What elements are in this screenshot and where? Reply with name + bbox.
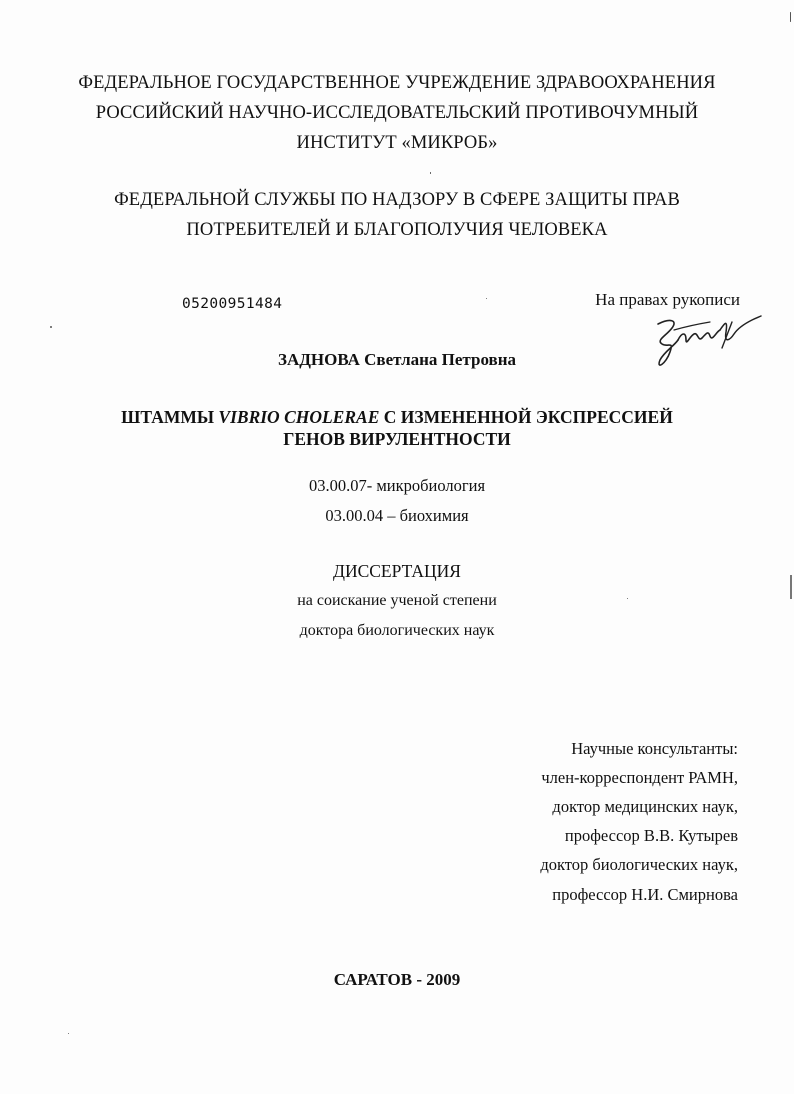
degree-line-2: доктора биологических наук bbox=[299, 622, 495, 639]
scan-speck bbox=[68, 1033, 69, 1034]
specialty-microbiology: 03.00.07- микробиология bbox=[308, 476, 486, 495]
scan-speck bbox=[50, 326, 52, 328]
degree-line-1: на соискание ученой степени bbox=[297, 592, 497, 609]
scan-speck bbox=[430, 172, 431, 174]
consultant-line-4: доктор биологических наук, bbox=[540, 855, 738, 874]
institution-line-2: РОССИЙСКИЙ НАУЧНО-ИССЛЕДОВАТЕЛЬСКИЙ ПРОТИВОЧУМНЫЙ bbox=[95, 103, 699, 123]
author-name: ЗАДНОВА Светлана Петровна bbox=[277, 350, 517, 369]
city-year: САРАТОВ - 2009 bbox=[333, 970, 461, 989]
scan-speck bbox=[486, 298, 487, 299]
thesis-title-line-2: ГЕНОВ ВИРУЛЕНТНОСТИ bbox=[283, 429, 511, 449]
agency-line-2: ПОТРЕБИТЕЛЕЙ И БЛАГОПОЛУЧИЯ ЧЕЛОВЕКА bbox=[186, 220, 608, 240]
scan-speck bbox=[627, 598, 628, 599]
consultant-line-5: профессор Н.И. Смирнова bbox=[552, 885, 738, 904]
scan-speck bbox=[790, 12, 791, 22]
consultant-line-1: член-корреспондент РАМН, bbox=[541, 768, 738, 787]
scan-edge-mark bbox=[790, 575, 792, 599]
consultants-heading: Научные консультанты: bbox=[571, 739, 738, 758]
institution-line-1: ФЕДЕРАЛЬНОЕ ГОСУДАРСТВЕННОЕ УЧРЕЖДЕНИЕ ЗДРАВООХРАНЕНИЯ bbox=[78, 73, 716, 93]
thesis-title-line-1 bbox=[0, 407, 794, 428]
thesis-title-suffix: С ИЗМЕНЕННОЙ ЭКСПРЕССИЕЙ bbox=[379, 407, 673, 427]
thesis-title-prefix: ШТАММЫ bbox=[121, 407, 219, 427]
consultant-line-2: доктор медицинских наук, bbox=[552, 797, 738, 816]
manuscript-rights-label: На правах рукописи bbox=[595, 290, 740, 309]
consultant-line-3: профессор В.В. Кутырев bbox=[564, 826, 738, 845]
catalog-number: 05200951484 bbox=[182, 296, 283, 312]
degree-type: ДИССЕРТАЦИЯ bbox=[333, 561, 461, 581]
specialty-biochemistry: 03.00.04 – биохимия bbox=[325, 506, 469, 525]
institution-line-3: ИНСТИТУТ «МИКРОБ» bbox=[296, 133, 498, 153]
thesis-title-species: VIBRIO CHOLERAE bbox=[218, 407, 380, 427]
agency-line-1: ФЕДЕРАЛЬНОЙ СЛУЖБЫ ПО НАДЗОРУ В СФЕРЕ ЗАЩИТЫ ПРАВ bbox=[114, 190, 680, 210]
